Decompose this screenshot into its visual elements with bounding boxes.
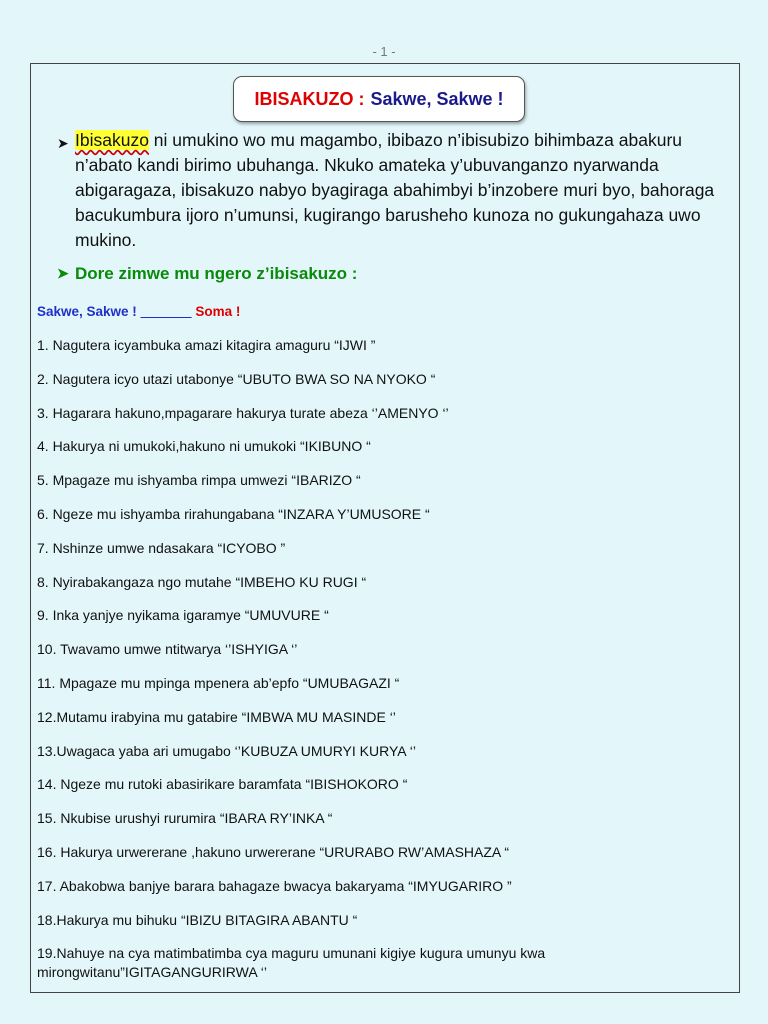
riddle-item: 9. Inka yanjye nyikama igaramye “UMUVURE “ bbox=[37, 607, 329, 624]
call-text: Sakwe, Sakwe ! bbox=[37, 304, 137, 319]
riddle-item: 5. Mpagaze mu ishyamba rimpa umwezi “IBARIZO “ bbox=[37, 472, 361, 489]
riddle-item: 10. Twavamo umwe ntitwarya ‘’ISHYIGA ‘’ bbox=[37, 641, 298, 658]
riddle-item: 17. Abakobwa banjye barara bahagaze bwacya bakaryama “IMYUGARIRO ” bbox=[37, 877, 512, 894]
riddle-item: 3. Hagarara hakuno,mpagarare hakurya turate abeza ‘’AMENYO ‘’ bbox=[37, 404, 449, 421]
riddle-item: 11. Mpagaze mu mpinga mpenera ab’epfo “UMUBAGAZI “ bbox=[37, 674, 400, 691]
riddle-item: 2. Nagutera icyo utazi utabonye “UBUTO BWA SO NA NYOKO “ bbox=[37, 370, 436, 387]
riddle-item: 7. Nshinze umwe ndasakara “ICYOBO ” bbox=[37, 539, 286, 556]
examples-heading bbox=[57, 264, 357, 284]
riddle-item: 19.Nahuye na cya matimbatimba cya maguru umunani kigiye kugura umunyu kwa mirongwitanu”IGITAGANGURIRWA ‘’ bbox=[37, 945, 546, 981]
intro-paragraph bbox=[57, 128, 725, 253]
riddle-item: 13.Uwagaca yaba ari umugabo ‘’KUBUZA UMURYI KURYA ‘’ bbox=[37, 742, 416, 759]
riddle-item: 15. Nkubise urushyi rurumira “IBARA RY’INKA “ bbox=[37, 810, 333, 827]
response-text: Soma ! bbox=[195, 304, 241, 319]
page-number: - 1 - bbox=[372, 44, 396, 59]
call-response-line bbox=[37, 304, 240, 319]
examples-heading-text: Dore zimwe mu ngero z’ibisakuzo : bbox=[75, 264, 358, 283]
highlighted-word: Ibisakuzo bbox=[75, 130, 149, 150]
blank-line: ______ bbox=[140, 304, 192, 319]
riddle-item: 12.Mutamu irabyina mu gatabire “IMBWA MU MASINDE ‘’ bbox=[37, 708, 396, 725]
intro-text bbox=[75, 128, 717, 253]
page-frame bbox=[30, 63, 740, 993]
riddle-item: 6. Ngeze mu ishyamba rirahungabana “INZARA Y’UMUSORE “ bbox=[37, 505, 430, 522]
riddle-item: 8. Nyirabakangaza ngo mutahe “IMBEHO KU RUGI “ bbox=[37, 573, 367, 590]
title-box bbox=[233, 76, 525, 122]
riddle-list bbox=[37, 336, 737, 997]
arrow-bullet-icon: ➤ bbox=[57, 135, 69, 151]
arrow-bullet-icon: ➤ bbox=[57, 265, 69, 281]
riddle-item: 4. Hakurya ni umukoki,hakuno ni umukoki “IKIBUNO “ bbox=[37, 438, 371, 455]
riddle-item: 18.Hakurya mu bihuku “IBIZU BITAGIRA ABANTU “ bbox=[37, 911, 358, 928]
riddle-item: 14. Ngeze mu rutoki abasirikare baramfata “IBISHOKORO “ bbox=[37, 776, 408, 793]
title-sub: Sakwe, Sakwe ! bbox=[370, 88, 504, 109]
riddle-item: 1. Nagutera icyambuka amazi kitagira amaguru “IJWI ” bbox=[37, 337, 376, 353]
intro-body: ni umukino wo mu magambo, ibibazo n’ibisubizo bihimbaza abakuru n’abato kandi birimo ubuhanga. Nkuko amateka y’ubuvanganzo nyarwanda abigaragaza, ibisakuzo nabyo byagiraga abahimbyi b’inzobere muri byo, bahoraga bacukumbura ijoro n’umunsi, kugirango barusheho kunoza no gukungahaza uwo mukino. bbox=[75, 130, 715, 250]
title-main: IBISAKUZO : bbox=[254, 88, 365, 109]
riddle-item: 16. Hakurya urwererane ,hakuno urwererane “URURABO RW’AMASHAZA “ bbox=[37, 843, 510, 860]
